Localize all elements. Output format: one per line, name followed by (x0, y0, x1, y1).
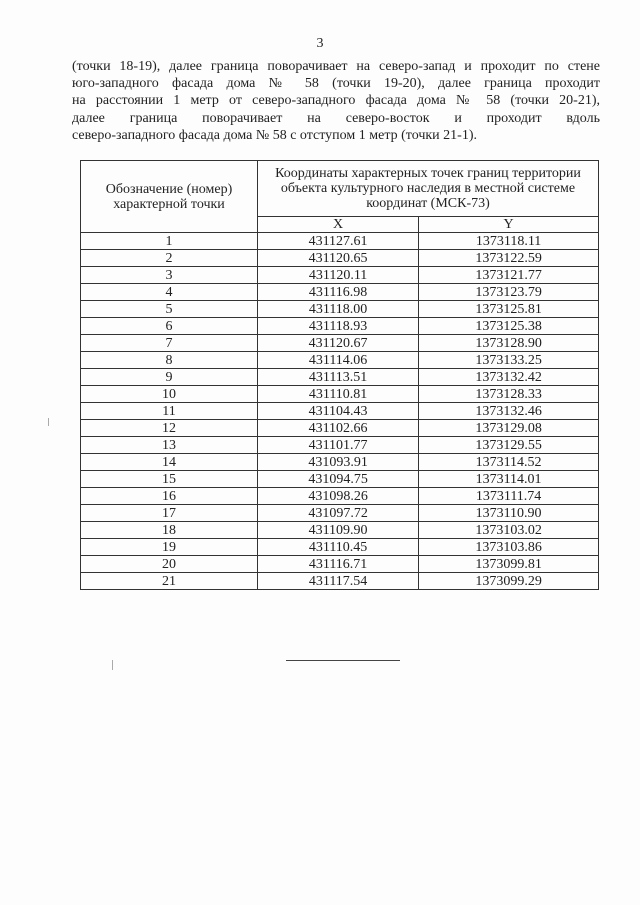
point-number-cell: 2 (81, 250, 258, 267)
coordinates-table (80, 160, 599, 590)
x-coordinate-cell: 431120.65 (258, 250, 419, 267)
page-number: 3 (316, 36, 324, 51)
y-coordinate-cell: 1373123.79 (419, 284, 599, 301)
x-coordinate-cell: 431101.77 (258, 437, 419, 454)
y-coordinate-cell: 1373125.38 (419, 318, 599, 335)
point-number-cell: 9 (81, 369, 258, 386)
point-number-cell: 21 (81, 573, 258, 590)
point-number-header: Обозначение (номер) характерной точки (81, 161, 258, 233)
y-coordinate-cell: 1373122.59 (419, 250, 599, 267)
point-number-cell: 13 (81, 437, 258, 454)
paragraph-line: (точки 18-19), далее граница поворачивает на северо-запад и проходит по стене (72, 59, 600, 74)
x-coordinate-cell: 431094.75 (258, 471, 419, 488)
y-coordinate-cell: 1373132.46 (419, 403, 599, 420)
point-number-cell: 16 (81, 488, 258, 505)
y-coordinate-cell: 1373114.52 (419, 454, 599, 471)
point-number-cell: 1 (81, 233, 258, 250)
y-coordinate-cell: 1373114.01 (419, 471, 599, 488)
x-coordinate-cell: 431113.51 (258, 369, 419, 386)
y-coordinate-cell: 1373128.90 (419, 335, 599, 352)
x-coordinate-cell: 431104.43 (258, 403, 419, 420)
x-coordinate-cell: 431109.90 (258, 522, 419, 539)
x-coordinate-cell: 431110.45 (258, 539, 419, 556)
x-header: X (258, 217, 419, 233)
table-row (81, 318, 599, 335)
paragraph-line: юго-западного фасада дома № 58 (точки 19-20), далее граница проходит (72, 76, 600, 92)
table-row (81, 352, 599, 369)
table-row (81, 403, 599, 420)
paragraph-line: далее граница поворачивает на северо-восток и проходит вдоль (72, 110, 600, 126)
point-number-cell: 6 (81, 318, 258, 335)
y-coordinate-cell: 1373110.90 (419, 505, 599, 522)
table-row (81, 386, 599, 403)
y-coordinate-cell: 1373099.29 (419, 573, 599, 590)
x-coordinate-cell: 431097.72 (258, 505, 419, 522)
x-coordinate-cell: 431102.66 (258, 420, 419, 437)
x-coordinate-cell: 431118.93 (258, 318, 419, 335)
boundary-description (72, 58, 600, 144)
point-number-cell: 20 (81, 556, 258, 573)
coordinates-header: Координаты характерных точек границ территории объекта культурного наследия в местной системе координат (МСК-73) (258, 161, 599, 217)
point-number-cell: 7 (81, 335, 258, 352)
point-number-cell: 14 (81, 454, 258, 471)
table-row (81, 454, 599, 471)
point-number-cell: 11 (81, 403, 258, 420)
table-row (81, 488, 599, 505)
point-number-cell: 15 (81, 471, 258, 488)
y-coordinate-cell: 1373132.42 (419, 369, 599, 386)
table-row (81, 233, 599, 250)
scan-mark (112, 660, 113, 670)
point-number-cell: 3 (81, 267, 258, 284)
table-row (81, 335, 599, 352)
point-number-cell: 8 (81, 352, 258, 369)
point-number-cell: 5 (81, 301, 258, 318)
x-coordinate-cell: 431118.00 (258, 301, 419, 318)
x-coordinate-cell: 431117.54 (258, 573, 419, 590)
x-coordinate-cell: 431116.71 (258, 556, 419, 573)
paragraph-line: северо-западного фасада дома № 58 с отступом 1 метр (точки 21-1). (72, 127, 477, 143)
point-number-cell: 10 (81, 386, 258, 403)
point-number-cell: 18 (81, 522, 258, 539)
point-number-cell: 12 (81, 420, 258, 437)
x-coordinate-cell: 431120.11 (258, 267, 419, 284)
table-row (81, 284, 599, 301)
point-number-cell: 19 (81, 539, 258, 556)
x-coordinate-cell: 431110.81 (258, 386, 419, 403)
x-coordinate-cell: 431116.98 (258, 284, 419, 301)
y-coordinate-cell: 1373128.33 (419, 386, 599, 403)
paragraph-line: на расстоянии 1 метр от северо-западного фасада дома № 58 (точки 20-21), (72, 93, 600, 109)
point-number-cell: 17 (81, 505, 258, 522)
x-coordinate-cell: 431120.67 (258, 335, 419, 352)
y-coordinate-cell: 1373103.02 (419, 522, 599, 539)
point-number-cell: 4 (81, 284, 258, 301)
x-coordinate-cell: 431114.06 (258, 352, 419, 369)
table-row (81, 301, 599, 318)
table-row (81, 471, 599, 488)
y-coordinate-cell: 1373118.11 (419, 233, 599, 250)
y-coordinate-cell: 1373125.81 (419, 301, 599, 318)
scan-mark (48, 418, 49, 426)
y-coordinate-cell: 1373121.77 (419, 267, 599, 284)
table-row (81, 556, 599, 573)
table-row (81, 522, 599, 539)
table-row (81, 539, 599, 556)
table-row (81, 369, 599, 386)
x-coordinate-cell: 431127.61 (258, 233, 419, 250)
table-row (81, 505, 599, 522)
y-coordinate-cell: 1373129.55 (419, 437, 599, 454)
x-coordinate-cell: 431098.26 (258, 488, 419, 505)
y-coordinate-cell: 1373133.25 (419, 352, 599, 369)
table-row (81, 420, 599, 437)
table-body (81, 233, 599, 590)
y-coordinate-cell: 1373129.08 (419, 420, 599, 437)
table-row (81, 250, 599, 267)
y-coordinate-cell: 1373103.86 (419, 539, 599, 556)
table-row (81, 437, 599, 454)
y-coordinate-cell: 1373111.74 (419, 488, 599, 505)
table-row (81, 573, 599, 590)
y-coordinate-cell: 1373099.81 (419, 556, 599, 573)
y-header: Y (419, 217, 599, 233)
table-row (81, 267, 599, 284)
x-coordinate-cell: 431093.91 (258, 454, 419, 471)
signature-line (286, 660, 400, 661)
